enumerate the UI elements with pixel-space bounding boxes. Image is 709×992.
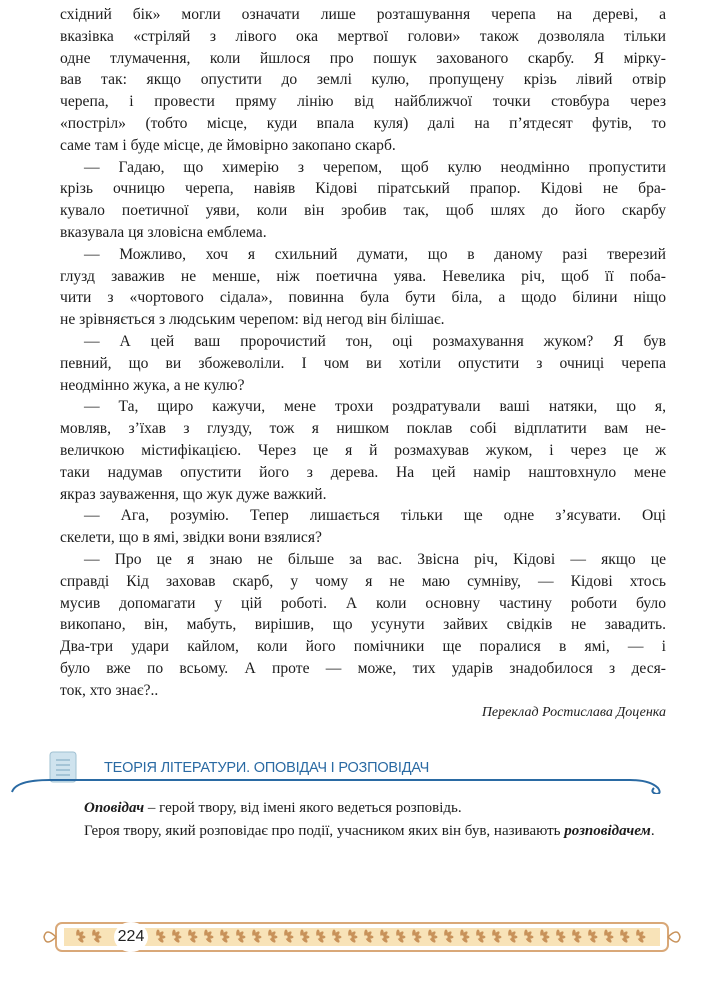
text-line: неодмінно жука, а не кулю?: [60, 376, 245, 394]
text-line: східний бік» могли означати лише розташування черепа на дереві, а: [60, 6, 666, 23]
page-footer-ornament: [42, 920, 682, 954]
text-line: таки надумав опустити його з дерева. На цей намір наштовхнуло мене: [60, 463, 666, 481]
term-narrator: Оповідач: [84, 800, 145, 816]
text-line: — Гадаю, що химерію з черепом, щоб кулю неодмінно пропустити: [84, 158, 666, 176]
text-line: — Та, щиро кажучи, мене трохи роздратували ваші натяки, що я,: [84, 398, 666, 416]
text-line: якраз зауваження, що жук дуже важкий.: [60, 485, 327, 503]
definition-text: – герой твору, від імені якого ведеться розповідь.: [144, 800, 462, 816]
text-line: саме там і буде місце, де ймовірно закопано скарб.: [60, 136, 396, 154]
text-line: — Про це я знаю не більше за вас. Звісна річ, Кідові — якщо це: [84, 550, 666, 568]
translation-credit: Переклад Ростислава Доценка: [481, 704, 666, 720]
text-line: мовляв, з’їхав з глузду, тож я нишком поклав собі відплатити вам не-: [60, 420, 666, 438]
text-line: чити з «чортового сідала», повинна була бути біла, а щодо білини ніщо: [60, 289, 666, 307]
text-line: «постріл» (тобто місце, куди впала куля) далі на п’ятдесят футів, то: [60, 114, 666, 132]
text-line: — А цей ваш пророчистий тон, оці розмахування жуком? Я був: [84, 332, 666, 350]
text-line: мусив допомагати у цій роботі. А коли основну частину роботи було: [60, 594, 666, 612]
text-line: було вже по всьому. А проте — може, тих ударів знадобилося з деся-: [60, 659, 666, 677]
page-number: 224: [114, 922, 148, 952]
text-line: скелети, що в ямі, звідки вони взялися?: [60, 529, 322, 547]
text-line: вказувала ця зловісна емблема.: [60, 223, 267, 241]
text-line: черепа, і провести пряму лінію від найближчої точки стовбура через: [60, 93, 666, 111]
text-line: величкою містифікацією. Через це я й розмахував жуком, і через це ж: [60, 441, 666, 459]
text-line: певний, що ви збожеволіли. І чом ви хотіли опустити з очниці черепа: [60, 354, 666, 372]
text-line: — Можливо, хоч я схильний думати, що в даному разі тверезий: [84, 245, 666, 263]
text-line: вав так: якщо опустити до землі кулю, пропущену крізь лівий отвір: [60, 71, 666, 89]
text-line: ток, хто знає?..: [60, 681, 159, 699]
definition-narrator: [84, 797, 666, 819]
definition-text: Героя твору, який розповідає про події, учасником яких він був, називають: [84, 823, 565, 839]
theory-section-header: [10, 750, 675, 790]
text-line: викопано, він, мабуть, вирішив, що усунути зайвих свідків не завадить.: [60, 616, 666, 634]
term-storyteller: розповідачем: [564, 823, 651, 839]
text-line: вказівка «стріляй з лівого ока мертвої голови» також дозволяла тільки: [60, 27, 666, 45]
text-line: глузд заважив не менше, ніж поетична уява. Невелика річ, щоб її поба-: [60, 267, 666, 285]
text-line: справді Кід заховав скарб, у чому я не маю сумніву, — Кідові хтось: [60, 572, 666, 590]
text-line: одне тлумачення, коли йшлося про пошук захованого скарбу. Я мірку-: [60, 49, 666, 67]
text-line: кувало поетичної уяви, коли він зробив так, щоб шлях до його скарбу: [60, 202, 666, 220]
definition-storyteller: [84, 820, 666, 842]
text-line: крізь очницю черепа, навіяв Кідові піратський прапор. Кідові не бра-: [60, 180, 666, 198]
text-line: Два-три удари кайлом, коли його помічники ще поралися в ямі, — і: [60, 638, 666, 656]
story-text: [60, 4, 666, 723]
definition-end: .: [650, 823, 655, 839]
theory-title: ТЕОРІЯ ЛІТЕРАТУРИ. ОПОВІДАЧ І РОЗПОВІДАЧ: [104, 760, 430, 776]
text-line: — Ага, розумію. Тепер лишається тільки ще одне з’ясувати. Оці: [84, 507, 666, 525]
text-line: не зрівняється з людським черепом: від негод він білішає.: [60, 311, 445, 329]
